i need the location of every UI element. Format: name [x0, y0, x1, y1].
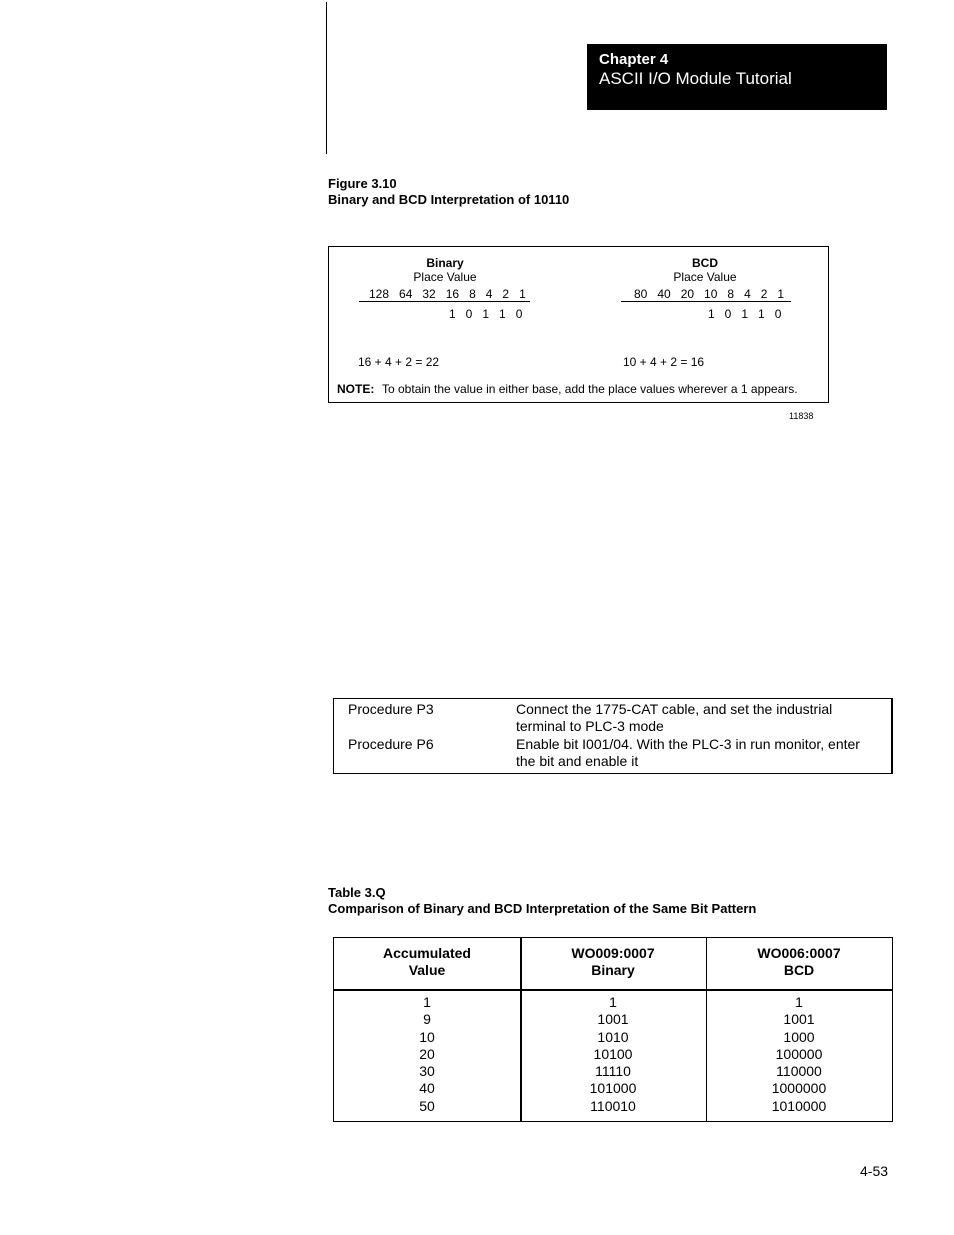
- chapter-header: [587, 44, 887, 110]
- page-number: 4-53: [860, 1163, 889, 1179]
- binary-underline: [359, 301, 530, 302]
- table-cell: 1: [795, 994, 803, 1010]
- table-cell: 50: [419, 1097, 435, 1114]
- bcd-subheading: Place Value: [673, 270, 737, 284]
- table-cell: 20: [419, 1045, 435, 1062]
- table-cell: 10100: [593, 1045, 633, 1062]
- header-line: Accumulated: [383, 945, 471, 961]
- accumulated-value-column: [334, 994, 520, 1115]
- table-cell: 110010: [590, 1097, 636, 1114]
- header-accumulated-value: [334, 945, 520, 979]
- binary-column: [345, 256, 545, 284]
- comparison-table: [333, 937, 893, 1122]
- figure-id: 11838: [789, 411, 814, 421]
- table-caption-number: Table 3.Q: [328, 885, 386, 900]
- binary-heading: Binary: [426, 256, 464, 270]
- binary-subheading: Place Value: [413, 270, 477, 284]
- header-bcd: [706, 945, 892, 979]
- table-cell: 9: [423, 1011, 431, 1028]
- table-cell: 1010000: [771, 1097, 827, 1114]
- bcd-heading: BCD: [692, 256, 718, 270]
- table-cell: 1000: [783, 1028, 815, 1045]
- header-binary: [520, 945, 706, 979]
- figure-binary-bcd: [328, 246, 829, 403]
- bcd-column: [605, 256, 805, 284]
- bcd-bits: 1 0 1 1 0: [708, 307, 782, 321]
- bcd-place-values: 80 40 20 10 8 4 2 1: [634, 287, 785, 301]
- bcd-underline: [621, 301, 791, 302]
- table-cell: 30: [419, 1063, 435, 1080]
- bcd-sum: 10 + 4 + 2 = 16: [623, 355, 705, 369]
- margin-rule: [326, 2, 327, 154]
- table-cell: 1000000: [771, 1080, 827, 1097]
- figure-caption-title: Binary and BCD Interpretation of 10110: [328, 192, 570, 207]
- note-label: NOTE:: [337, 382, 375, 396]
- header-line: BCD: [783, 962, 815, 978]
- figure-caption-number: Figure 3.10: [328, 176, 397, 191]
- table-cell: 10: [419, 1028, 435, 1045]
- table-cell: 1001: [783, 1011, 815, 1028]
- header-line: Value: [408, 962, 446, 978]
- table-cell: 1: [423, 994, 431, 1010]
- binary-sum: 16 + 4 + 2 = 22: [358, 355, 440, 369]
- chapter-title: ASCII I/O Module Tutorial: [599, 69, 792, 88]
- table-cell: 100000: [775, 1045, 823, 1062]
- bcd-value-column: [706, 994, 892, 1115]
- table-cell: 1010: [597, 1028, 629, 1045]
- procedure-text: Connect the 1775-CAT cable, and set the industrial terminal to PLC-3 mode: [516, 701, 833, 734]
- binary-bits: 1 0 1 1 0: [449, 307, 523, 321]
- binary-place-values: 128 64 32 16 8 4 2 1: [369, 287, 526, 301]
- table-cell: 1: [609, 994, 617, 1010]
- procedure-label: Procedure P3: [348, 701, 434, 717]
- table-cell: 101000: [589, 1080, 637, 1097]
- table-cell: 40: [419, 1080, 435, 1097]
- table-caption-title: Comparison of Binary and BCD Interpretation of the Same Bit Pattern: [328, 901, 757, 916]
- table-cell: 110000: [776, 1063, 822, 1080]
- table-cell: 1001: [597, 1011, 629, 1028]
- table-cell: 11110: [595, 1063, 631, 1080]
- procedure-text: Enable bit I001/04. With the PLC-3 in run monitor, enter the bit and enable it: [516, 736, 860, 769]
- procedure-box: [333, 698, 893, 774]
- chapter-number: Chapter 4: [599, 51, 669, 68]
- header-line: Binary: [591, 962, 635, 978]
- note-text: To obtain the value in either base, add the place values wherever a 1 appears.: [382, 382, 798, 396]
- header-line: WO006:0007: [757, 945, 841, 961]
- binary-value-column: [520, 994, 706, 1115]
- procedure-label: Procedure P6: [348, 736, 434, 752]
- header-line: WO009:0007: [571, 945, 655, 961]
